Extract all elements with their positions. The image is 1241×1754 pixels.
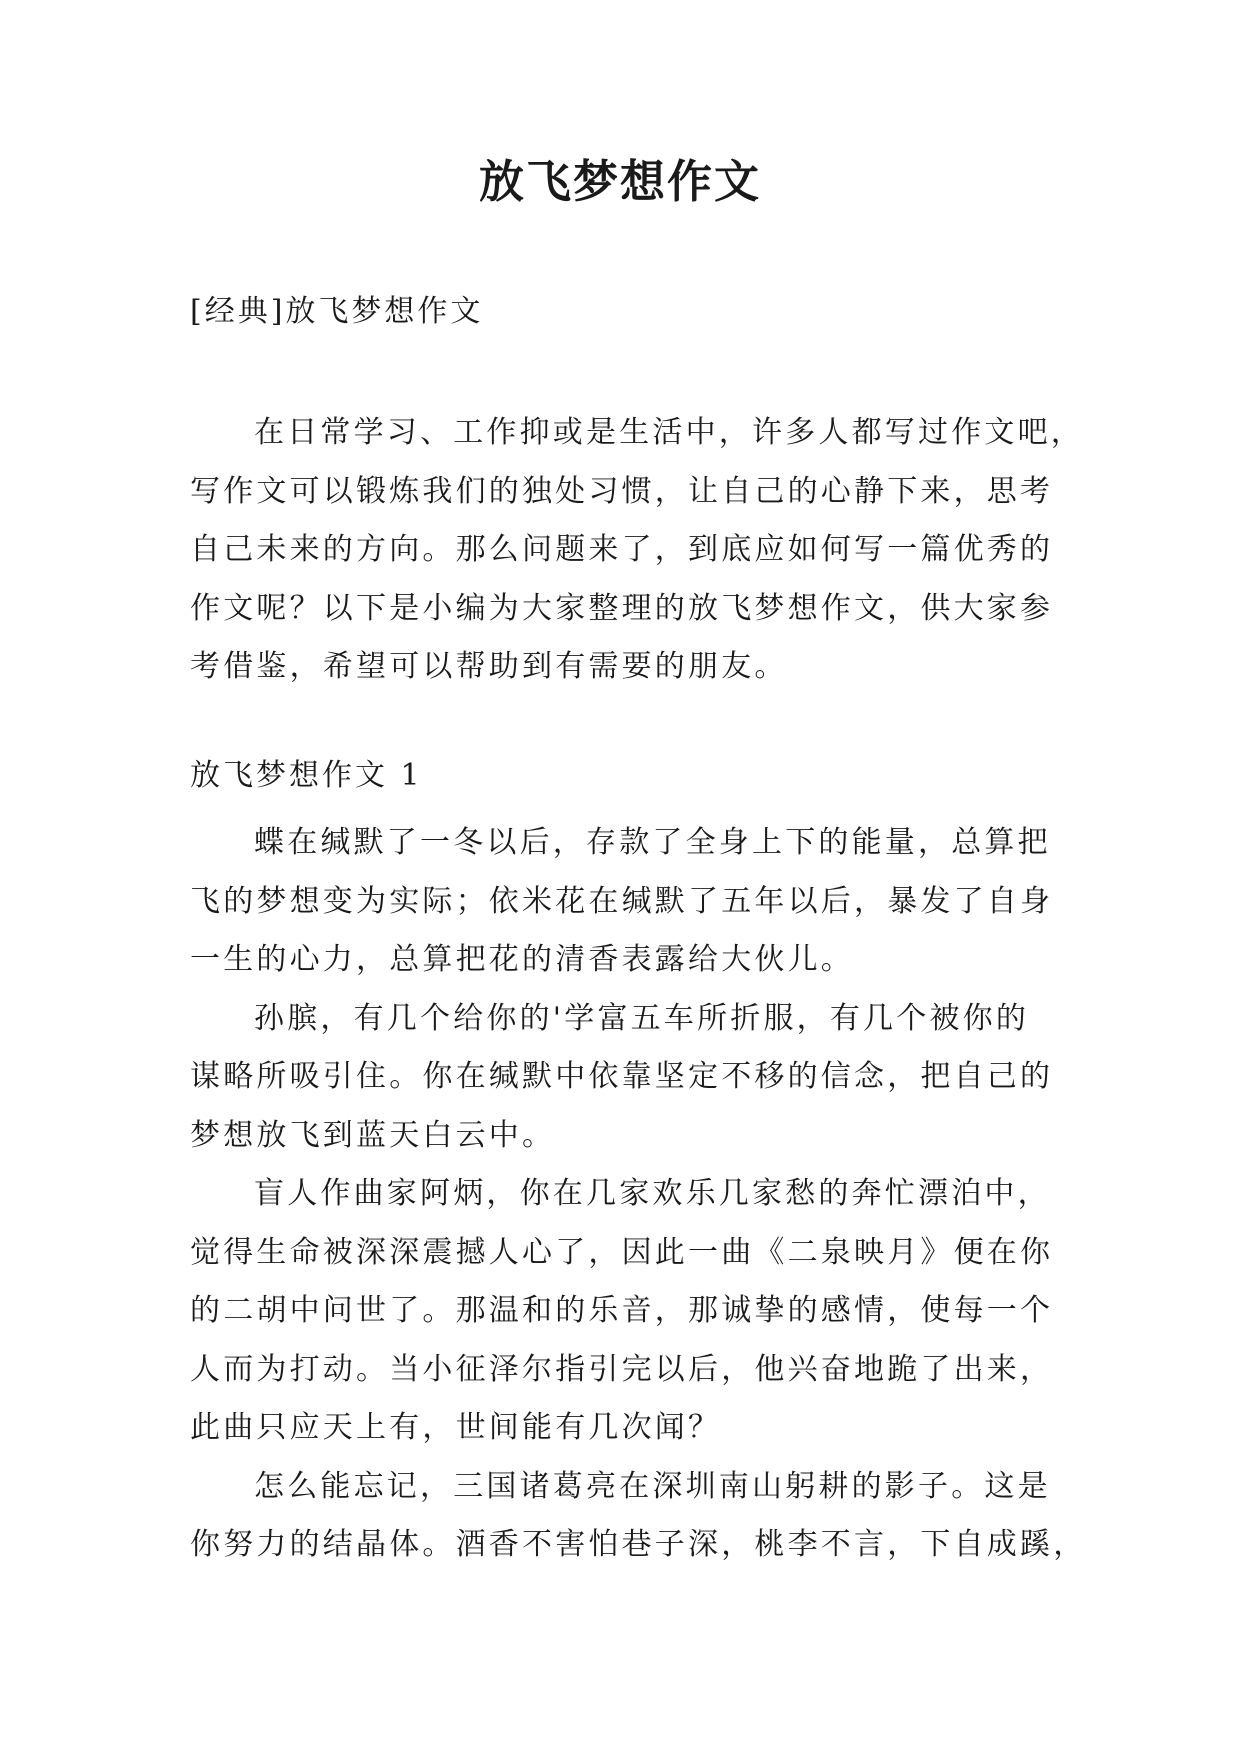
text-line: 梦想放飞到蓝天白云中。: [190, 1117, 556, 1153]
text-line: 的二胡中问世了。那温和的乐音，那诚挚的感情，使每一个: [190, 1293, 1054, 1328]
document-title: 放飞梦想作文: [478, 155, 761, 208]
text-line: 你努力的结晶体。酒香不害怕巷子深，桃李不言，下自成蹊，: [190, 1527, 1087, 1562]
essay-paragraph: [190, 1165, 1060, 1458]
document-subtitle: [经典]放飞梦想作文: [190, 294, 484, 329]
text-line: 自己未来的方向。那么问题来了，到底应如何写一篇优秀的: [190, 532, 1054, 567]
section-heading: 放飞梦想作文 1: [190, 758, 423, 793]
text-line: 作文呢？以下是小编为大家整理的放飞梦想作文，供大家参: [190, 590, 1054, 626]
text-line: 此曲只应天上有，世间能有几次闻？: [190, 1410, 722, 1445]
essay-paragraph: [190, 1458, 1087, 1575]
text-line: 怎么能忘记，三国诸葛亮在深圳南山躬耕的影子。这是: [254, 1468, 1051, 1504]
text-line: 写作文可以锻炼我们的独处习惯，让自己的心静下来，思考: [190, 473, 1054, 509]
text-line: 觉得生命被深深震撼人心了，因此一曲《二泉映月》便在你: [190, 1234, 1054, 1270]
text-line: 蝶在缄默了一冬以后，存款了全身上下的能量，总算把: [254, 825, 1051, 860]
text-line: 谋略所吸引住。你在缄默中依靠坚定不移的信念，把自己的: [190, 1059, 1054, 1094]
intro-paragraph: [190, 404, 1084, 697]
essay-body: [190, 814, 1087, 1575]
essay-paragraph: [190, 814, 1060, 990]
text-line: 人而为打动。当小征泽尔指引完以后，他兴奋地跪了出来，: [190, 1351, 1054, 1387]
essay-paragraph: [190, 990, 1060, 1166]
text-line: 考借鉴，希望可以帮助到有需要的朋友。: [190, 649, 788, 684]
text-line: 飞的梦想变为实际；依米花在缄默了五年以后，暴发了自身: [190, 883, 1054, 919]
text-line: 盲人作曲家阿炳，你在几家欢乐几家愁的奔忙漂泊中，: [254, 1176, 1051, 1211]
text-line: 一生的心力，总算把花的清香表露给大伙儿。: [190, 942, 854, 977]
text-line: 孙膑，有几个给你的'学富五车所折服，有几个被你的: [254, 1000, 1030, 1036]
text-line: 在日常学习、工作抑或是生活中，许多人都写过作文吧，: [254, 415, 1084, 450]
